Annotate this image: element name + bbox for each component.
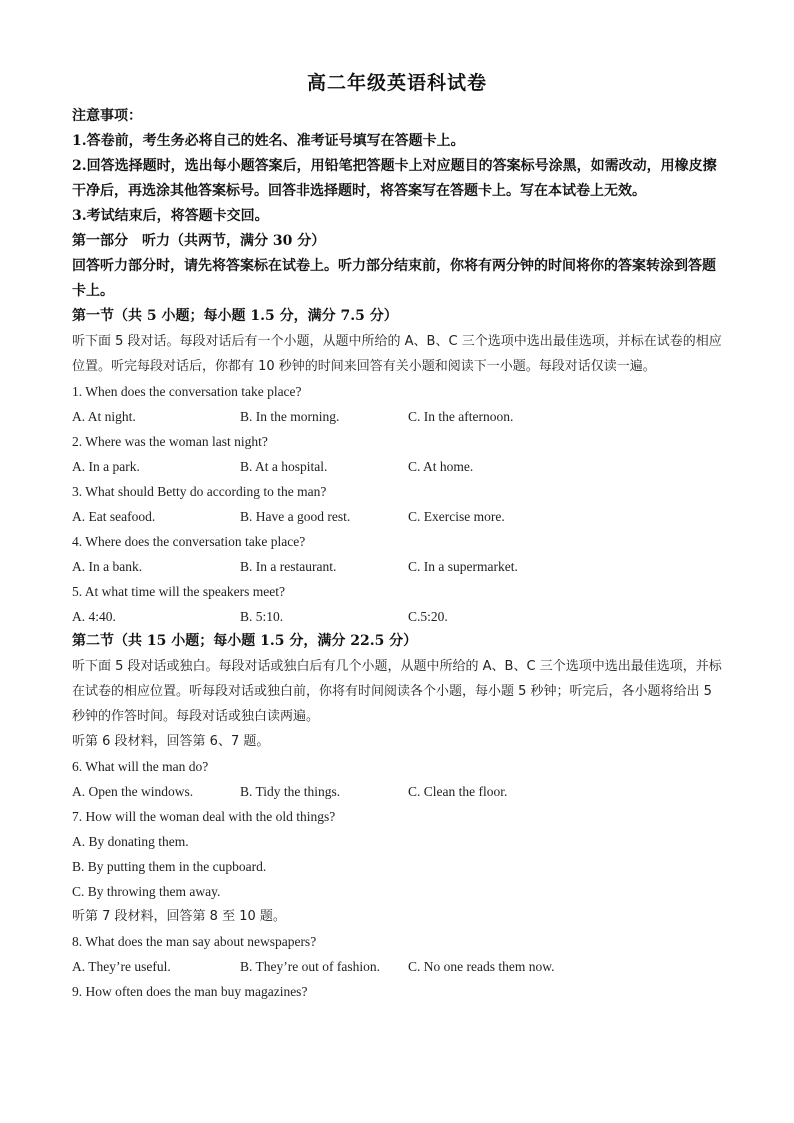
option-b: B. By putting them in the cupboard. [72, 859, 267, 874]
notice-item-3: 3.考试结束后，将答题卡交回。 [72, 208, 269, 224]
material-7-note: 听第 7 段材料，回答第 8 至 10 题。 [72, 909, 286, 924]
option-a: A. In a bank. [72, 559, 143, 574]
section2-heading: 第二节（共 15 小题；每小题 1.5 分，满分 22.5 分） [72, 633, 418, 649]
question-8 [72, 929, 724, 979]
option-a: A. By donating them. [72, 834, 189, 849]
option-a: A. Open the windows. [72, 784, 194, 799]
question-text: 5. At what time will the speakers meet? [72, 584, 285, 599]
question-text: 3. What should Betty do according to the man? [72, 484, 327, 499]
options-row [72, 504, 724, 529]
option-b: B. Tidy the things. [240, 784, 341, 799]
option-a: A. Eat seafood. [72, 509, 156, 524]
notice-item-2: 2.回答选择题时，选出每小题答案后，用铅笔把答题卡上对应题目的答案标号涂黑，如需改动，用橡皮擦干净后，再选涂其他答案标号。回答非选择题时，将答案写在答题卡上。写在本试卷上无效。 [72, 158, 717, 199]
options-row [72, 554, 724, 579]
question-1 [72, 379, 724, 429]
question-text: 2. Where was the woman last night? [72, 434, 268, 449]
question-4 [72, 529, 724, 579]
section2-instruction: 听下面 5 段对话或独白。每段对话或独白后有几个小题，从题中所给的 A、B、C 三个选项中选出最佳选项，并标在试卷的相应位置。听每段对话或独白前，你将有时间阅读各个小题，每小题 5 秒钟；听完后，各小题将给出 5 秒钟的作答时间。每段对话或独白读两遍。 [72, 659, 722, 724]
question-text: 6. What will the man do? [72, 759, 209, 774]
section1-heading: 第一节（共 5 小题；每小题 1.5 分，满分 7.5 分） [72, 308, 398, 324]
option-b: B. They’re out of fashion. [240, 959, 380, 974]
option-b: B. In a restaurant. [240, 559, 337, 574]
question-text: 7. How will the woman deal with the old things? [72, 809, 336, 824]
question-text: 8. What does the man say about newspapers? [72, 934, 317, 949]
option-c: C. Clean the floor. [408, 784, 508, 799]
option-c: C.5:20. [408, 609, 448, 624]
notice-item-1: 1.答卷前，考生务必将自己的姓名、准考证号填写在答题卡上。 [72, 133, 465, 149]
question-2 [72, 429, 724, 479]
option-c: C. Exercise more. [408, 509, 505, 524]
question-text: 4. Where does the conversation take place? [72, 534, 306, 549]
question-9 [72, 979, 724, 1004]
options-row [72, 954, 724, 979]
option-b: B. In the morning. [240, 409, 340, 424]
option-b: B. Have a good rest. [240, 509, 351, 524]
part1-instruction: 回答听力部分时，请先将答案标在试卷上。听力部分结束前，你将有两分钟的时间将你的答案转涂到答题卡上。 [72, 258, 716, 299]
option-c: C. In a supermarket. [408, 559, 518, 574]
option-a: A. They’re useful. [72, 959, 171, 974]
section1-instruction: 听下面 5 段对话。每段对话后有一个小题，从题中所给的 A、B、C 三个选项中选出最佳选项，并标在试卷的相应位置。听完每段对话后，你都有 10 秒钟的时间来回答有关小题和阅读下一小题。每段对话仅读一遍。 [72, 334, 722, 374]
question-5 [72, 579, 724, 629]
options-row [72, 454, 724, 479]
option-a: A. In a park. [72, 459, 140, 474]
options-row [72, 779, 724, 804]
options-row [72, 404, 724, 429]
option-c: C. By throwing them away. [72, 884, 221, 899]
option-a: A. At night. [72, 409, 136, 424]
options-row [72, 604, 724, 629]
part1-heading: 第一部分 听力（共两节，满分 30 分） [72, 233, 326, 249]
question-7 [72, 804, 724, 904]
question-text: 9. How often does the man buy magazines? [72, 984, 308, 999]
question-3 [72, 479, 724, 529]
option-a: A. 4:40. [72, 609, 116, 624]
exam-content [72, 104, 724, 1004]
option-b: B. 5:10. [240, 609, 284, 624]
material-6-note: 听第 6 段材料，回答第 6、7 题。 [72, 734, 270, 749]
notice-heading: 注意事项： [72, 108, 142, 124]
page-title: 高二年级英语科试卷 [306, 72, 487, 94]
option-c: C. No one reads them now. [408, 959, 555, 974]
question-6 [72, 754, 724, 804]
option-c: C. At home. [408, 459, 474, 474]
option-c: C. In the afternoon. [408, 409, 514, 424]
question-text: 1. When does the conversation take place? [72, 384, 302, 399]
option-b: B. At a hospital. [240, 459, 328, 474]
